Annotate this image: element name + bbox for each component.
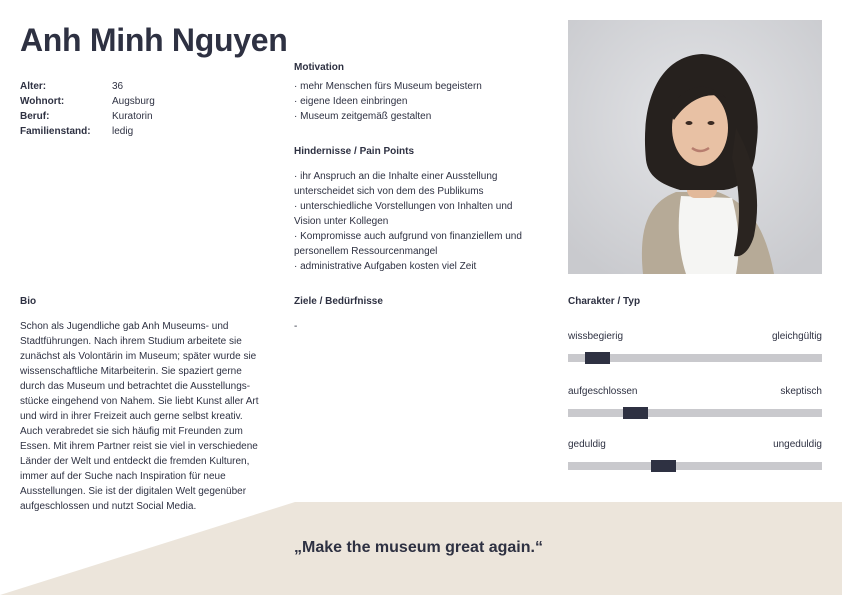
fact-age: [20, 79, 155, 94]
list-item: · mehr Menschen fürs Museum begeistern: [294, 81, 482, 92]
persona-quote: „Make the museum great again.“: [294, 539, 543, 556]
slider-label-left: aufgeschlossen: [568, 386, 638, 397]
fact-key: Beruf:: [20, 111, 50, 122]
text-line: Länder der Welt und entdeckt die fremden Kulturen,: [20, 456, 250, 467]
list-item: · eigene Ideen einbringen: [294, 96, 408, 107]
fact-key: Familienstand:: [20, 126, 91, 137]
text-line: Essen. Mit ihrem Partner reist sie viel in verschiedene: [20, 441, 258, 452]
slider-label-right: ungeduldig: [773, 439, 822, 450]
text-line: aufgeschlossen und nutzt Social Media.: [20, 501, 197, 512]
text-line: zunächst als Volontärin im Museum; später wurde sie: [20, 351, 257, 362]
text-line: · administrative Aufgaben kosten viel Zeit: [294, 261, 477, 272]
fact-residence: [20, 94, 155, 109]
goals-text: -: [294, 321, 298, 332]
text-line: durch das Museum und betrachtet die Ausstellungs-: [20, 381, 251, 392]
fact-occupation: [20, 109, 155, 124]
text-line: und wird in ihrer Freizeit auch gerne selbst kreativ.: [20, 411, 243, 422]
text-line: · unterschiedliche Vorstellungen von Inhalten und: [294, 201, 513, 212]
persona-name: Anh Minh Nguyen: [20, 22, 288, 58]
pain-points-title: Hindernisse / Pain Points: [294, 146, 415, 157]
slider-thumb: [585, 352, 610, 364]
fact-value: Augsburg: [112, 96, 155, 107]
text-line: · Kompromisse auch aufgrund von finanziellem und: [294, 231, 522, 242]
fact-key: Alter:: [20, 81, 47, 92]
motivation-title: Motivation: [294, 62, 344, 73]
trait-slider-curiosity: [568, 354, 822, 362]
fact-value: ledig: [112, 126, 134, 137]
trait-slider-patience: [568, 462, 822, 470]
fact-value: 36: [112, 81, 124, 92]
slider-label-right: skeptisch: [780, 386, 822, 397]
text-line: immer auf der Suche nach Inspiration für neue: [20, 471, 226, 482]
text-line: personellem Ressourcenmangel: [294, 246, 438, 257]
text-line: unterscheidet sich von dem des Publikums: [294, 186, 484, 197]
pain-points-list: [294, 169, 522, 274]
persona-photo: [568, 20, 822, 274]
text-line: Stadtführungen. Nach ihrem Studium arbeitete sie: [20, 336, 242, 347]
fact-value: Kuratorin: [112, 111, 153, 122]
text-line: wissenschaftliche Mitarbeiterin. Sie spaziert gerne: [20, 366, 242, 377]
bio-title: Bio: [20, 296, 37, 307]
motivation-list: [294, 79, 482, 124]
slider-label-left: geduldig: [568, 439, 606, 450]
goals-title: Ziele / Bedürfnisse: [294, 296, 383, 307]
text-line: · ihr Anspruch an die Inhalte einer Ausstellung: [294, 171, 498, 182]
text-line: Auch verabredet sie sich häufig mit Freunden zum: [20, 426, 243, 437]
slider-thumb: [651, 460, 676, 472]
text-line: stücke eingehend von Nahem. Sie liebt Kunst aller Art: [20, 396, 259, 407]
persona-facts: [20, 79, 155, 139]
list-item: · Museum zeitgemäß gestalten: [294, 111, 432, 122]
slider-thumb: [623, 407, 648, 419]
bio-text: [20, 319, 258, 514]
slider-label-right: gleichgültig: [771, 331, 822, 342]
text-line: Schon als Jugendliche gab Anh Museums- und: [20, 321, 229, 332]
fact-key: Wohnort:: [20, 96, 65, 107]
text-line: Ausstellungen. Sie ist der digitalen Welt gegenüber: [20, 486, 247, 497]
trait-slider-openness: [568, 409, 822, 417]
text-line: Vision unter Kollegen: [294, 216, 389, 227]
slider-label-left: wissbegierig: [568, 331, 624, 342]
character-title: Charakter / Typ: [568, 296, 641, 307]
fact-marital-status: [20, 124, 155, 139]
